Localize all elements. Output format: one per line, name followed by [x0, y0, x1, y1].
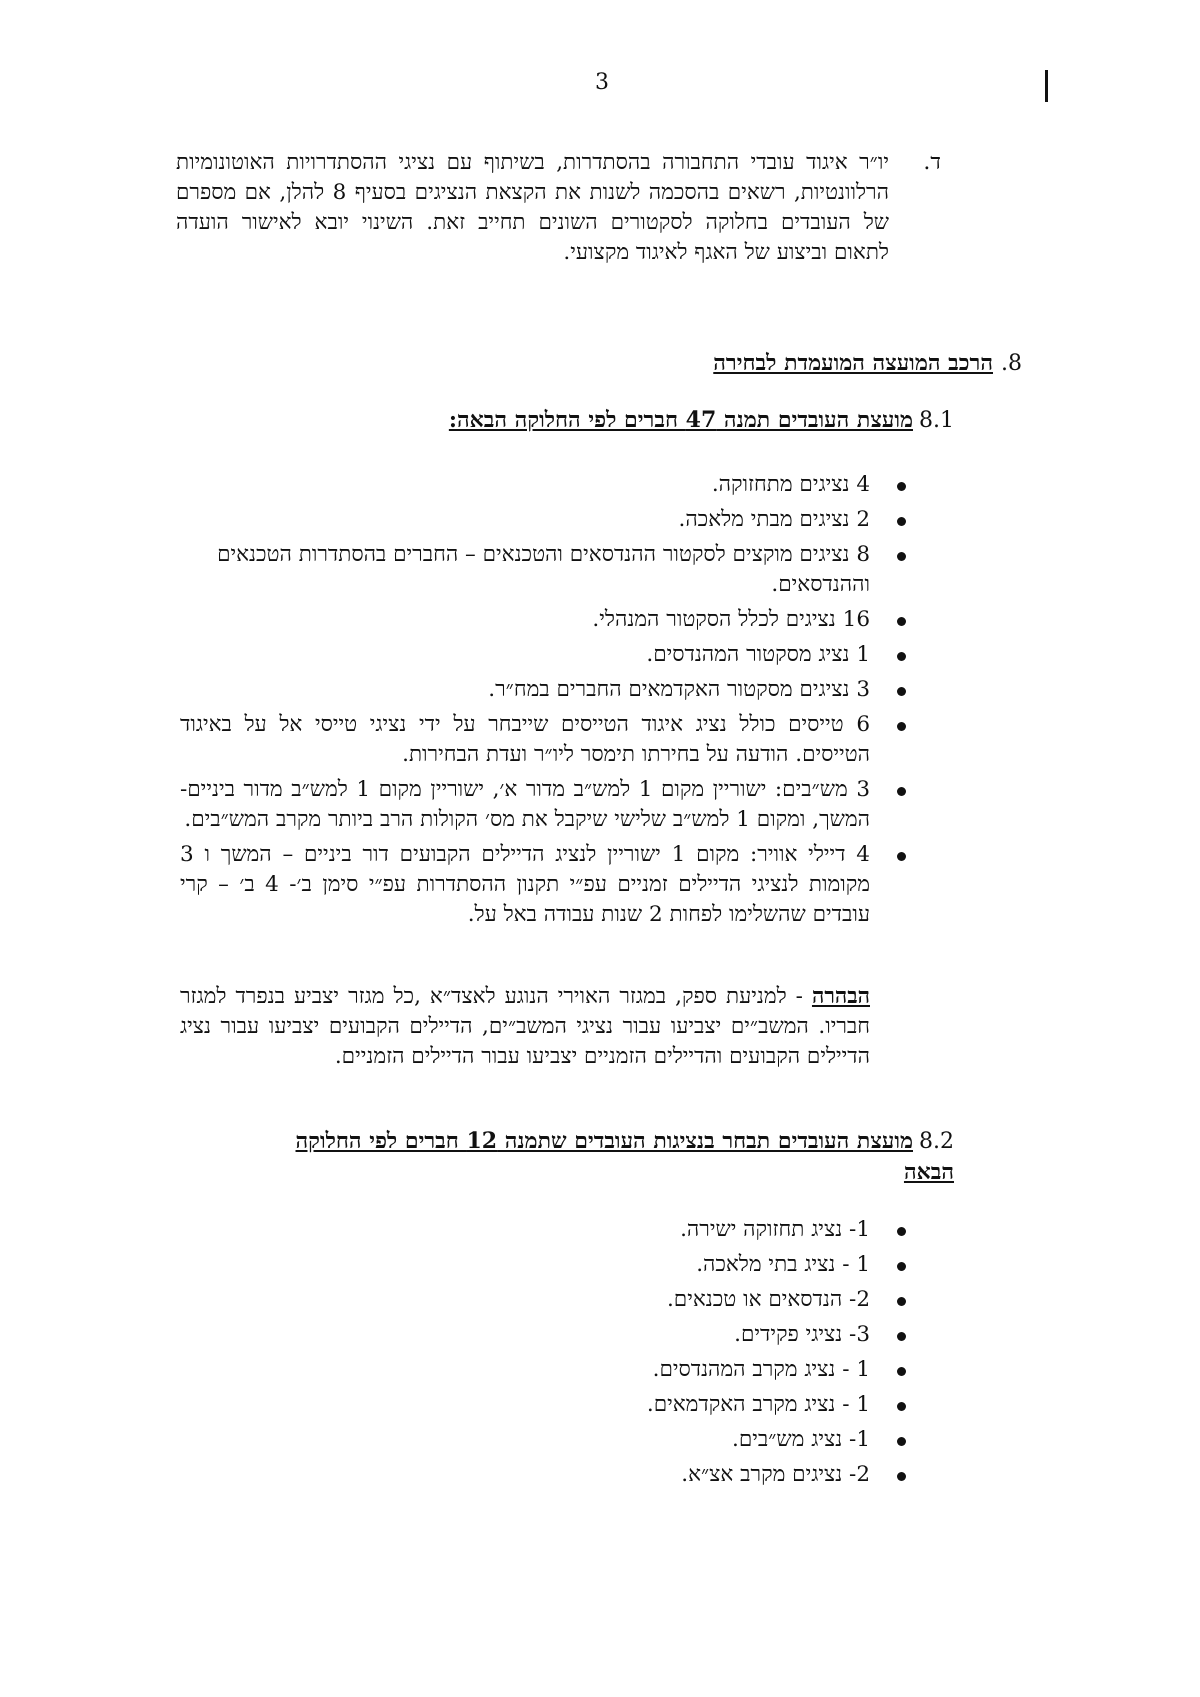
- section-8-heading: [560, 350, 1022, 376]
- section-8-1-heading: [330, 405, 954, 436]
- clarification-label: הבהרה: [811, 984, 870, 1009]
- bullet-icon: [897, 1437, 906, 1446]
- list-item: 1 - נציג בתי מלאכה.: [300, 1250, 914, 1280]
- list-item: 4 נציגים מתחזוקה.: [180, 470, 914, 500]
- list-item: 1 - נציג מקרב המהנדסים.: [300, 1355, 914, 1385]
- bullet-icon: [897, 1332, 906, 1341]
- section-8-title: הרכב המועצה המועמדת לבחירה: [713, 350, 993, 376]
- list-item: 3- נציגי פקידים.: [300, 1320, 914, 1350]
- bullet-icon: [897, 852, 906, 861]
- bullet-icon: [897, 482, 906, 491]
- section-8-1-list: [180, 470, 914, 935]
- bullet-icon: [897, 1262, 906, 1271]
- paragraph-letter: ד.: [923, 150, 941, 175]
- bullet-icon: [897, 1227, 906, 1236]
- page-number: 3: [595, 70, 609, 95]
- bullet-icon: [897, 652, 906, 661]
- bullet-icon: [897, 617, 906, 626]
- list-item: 4 דיילי אוויר: מקום 1 ישוריין לנציג הדיילים הקבועים דור ביניים – המשך ו 3 מקומות לנציגי הדיילים זמניים עפ״י תקנון ההסתדרות עפ״י סימן ב׳- 4 ב׳ – קרי עובדים שהשלימו לפחות 2 שנות עבודה באל על.: [180, 840, 914, 930]
- list-item: 2- הנדסאים או טכנאים.: [300, 1285, 914, 1315]
- list-item: 2- נציגים מקרב אצ״א.: [300, 1460, 914, 1490]
- bullet-icon: [897, 687, 906, 696]
- section-8-1-number: 8.1: [919, 408, 954, 433]
- margin-bar: [1045, 70, 1048, 102]
- bullet-icon: [897, 722, 906, 731]
- list-item: 1 נציג מסקטור המהנדסים.: [180, 640, 914, 670]
- section-8-2-title: מועצת העובדים תבחר בנציגות העובדים שתמנה 12 חברים לפי החלוקה הבאה: [295, 1128, 954, 1185]
- list-item: 3 מש״בים: ישוריין מקום 1 למש״ב מדור א׳, ישוריין מקום 1 למש״ב מדור ביניים- המשך, ומקום 1 למש״ב שלישי שיקבל את מס׳ הקולות הרב ביותר מקרב המש״בים.: [180, 775, 914, 835]
- section-8-1-title: מועצת העובדים תמנה 47 חברים לפי החלוקה הבאה:: [448, 407, 913, 433]
- clarification-text: - למניעת ספק, במגזר האוירי הנוגע לאצד״א ,כל מגזר יצביע בנפרד למגזר חבריו. המשב״ים יצביעו עבור נציגי המשב״ים, הדיילים הקבועים יצביעו עבור נציג הדיילים הקבועים והדיילים הזמניים יצביעו עבור הדיילים הזמניים.: [180, 984, 870, 1069]
- list-item: 1- נציג תחזוקה ישירה.: [300, 1215, 914, 1245]
- section-8-2-list: [300, 1215, 914, 1495]
- bullet-icon: [897, 1297, 906, 1306]
- bullet-icon: [897, 552, 906, 561]
- section-8-2-heading: [260, 1126, 954, 1188]
- list-item: 1 - נציג מקרב האקדמאים.: [300, 1390, 914, 1420]
- bullet-icon: [897, 1367, 906, 1376]
- bullet-icon: [897, 1402, 906, 1411]
- list-item: 2 נציגים מבתי מלאכה.: [180, 505, 914, 535]
- clarification-note: [180, 982, 870, 1072]
- bullet-icon: [897, 1472, 906, 1481]
- section-8-2-number: 8.2: [919, 1129, 954, 1154]
- paragraph-d: [176, 148, 941, 268]
- bullet-icon: [897, 517, 906, 526]
- list-item: 8 נציגים מוקצים לסקטור ההנדסאים והטכנאים – החברים בהסתדרות הטכנאים וההנדסאים.: [180, 540, 914, 600]
- section-8-number: 8.: [1001, 351, 1022, 376]
- list-item: 1- נציג מש״בים.: [300, 1425, 914, 1455]
- list-item: 6 טייסים כולל נציג איגוד הטייסים שייבחר על ידי נציגי טייסי אל על באיגוד הטייסים. הודעה על בחירתו תימסר ליו״ר ועדת הבחירות.: [180, 710, 914, 770]
- list-item: 16 נציגים לכלל הסקטור המנהלי.: [180, 605, 914, 635]
- list-item: 3 נציגים מסקטור האקדמאים החברים במח״ר.: [180, 675, 914, 705]
- paragraph-d-text: יו״ר איגוד עובדי התחבורה בהסתדרות, בשיתוף עם נציגי ההסתדרויות האוטונומיות הרלוונטיות, רשאים בהסכמה לשנות את הקצאת הנציגים בסעיף 8 להלן, אם מספרם של העובדים בחלוקה לסקטורים השונים תחייב זאת. השינוי יובא לאישור הועדה לתאום וביצוע של האגף לאיגוד מקצועי.: [176, 150, 889, 265]
- bullet-icon: [897, 787, 906, 796]
